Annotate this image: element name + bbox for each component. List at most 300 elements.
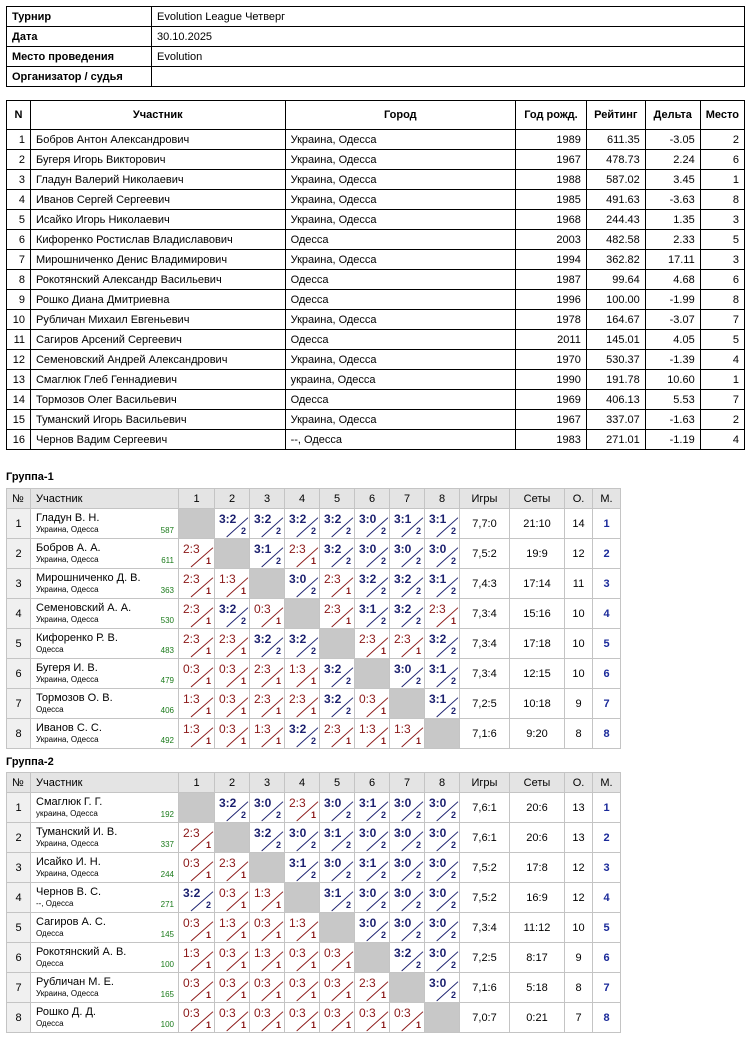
- info-row: [7, 27, 745, 47]
- participant-cell: Тормозов Олег Васильевич: [30, 390, 285, 410]
- player-points: 10: [565, 599, 593, 629]
- participant-cell: -3.07: [645, 310, 700, 330]
- player-points: 9: [565, 943, 593, 973]
- player-place: 8: [593, 719, 621, 749]
- player-points: 8: [565, 973, 593, 1003]
- match-result-cell: [285, 719, 320, 749]
- participant-cell: Исайко Игорь Николаевич: [30, 210, 285, 230]
- info-value: [152, 67, 745, 87]
- player-place: 5: [593, 913, 621, 943]
- match-score: 3:1: [289, 856, 307, 870]
- match-points: 1: [310, 556, 316, 566]
- match-points: 1: [205, 1020, 211, 1030]
- info-value: Evolution: [152, 47, 745, 67]
- match-points: 1: [205, 736, 211, 746]
- match-result-cell: [179, 659, 215, 689]
- participant-cell: Украина, Одесса: [285, 310, 516, 330]
- participants-header-cell: Участник: [30, 101, 285, 130]
- match-points: 2: [345, 706, 351, 716]
- match-result-cell: [179, 689, 215, 719]
- info-value: Evolution League Четверг: [152, 7, 745, 27]
- match-result-cell: [215, 793, 250, 823]
- match-points: 1: [415, 736, 421, 746]
- match-result-cell: [179, 629, 215, 659]
- match-points: 2: [415, 676, 421, 686]
- match-result-cell: [320, 823, 355, 853]
- player-name: Исайко И. Н.: [36, 856, 101, 868]
- match-result-cell: [320, 1003, 355, 1033]
- match-score: 0:3: [219, 886, 236, 900]
- match-score: 3:0: [324, 856, 342, 870]
- match-points: 1: [345, 990, 351, 1000]
- match-points: 2: [275, 840, 281, 850]
- group-player-row: [7, 569, 621, 599]
- match-points: 1: [275, 616, 281, 626]
- self-match-cell: [179, 509, 215, 539]
- match-result-cell: [355, 629, 390, 659]
- player-place: 1: [593, 509, 621, 539]
- participant-row: [7, 350, 745, 370]
- group-1-table: [6, 488, 621, 749]
- participant-cell: украина, Одесса: [285, 370, 516, 390]
- row-number: 2: [7, 539, 31, 569]
- participant-row: [7, 430, 745, 450]
- player-games: 7,5:2: [460, 539, 510, 569]
- match-points: 1: [310, 1020, 316, 1030]
- match-points: 2: [450, 930, 456, 940]
- match-result-cell: [390, 599, 425, 629]
- match-points: 2: [380, 556, 386, 566]
- match-points: 1: [310, 960, 316, 970]
- match-result-cell: [355, 793, 390, 823]
- match-points: 2: [380, 930, 386, 940]
- match-score: 3:2: [254, 632, 272, 646]
- participant-cell: 10.60: [645, 370, 700, 390]
- match-score: 1:3: [219, 916, 236, 930]
- participant-row: [7, 310, 745, 330]
- participant-cell: 5.53: [645, 390, 700, 410]
- participant-cell: Одесса: [285, 290, 516, 310]
- match-score: 3:0: [359, 916, 377, 930]
- match-points: 2: [380, 586, 386, 596]
- match-result-cell: [179, 973, 215, 1003]
- match-score: 2:3: [254, 692, 271, 706]
- header-opponent-col: 5: [320, 773, 355, 793]
- match-score: 3:1: [359, 856, 377, 870]
- participant-cell: Украина, Одесса: [285, 410, 516, 430]
- player-place: 1: [593, 793, 621, 823]
- match-result-cell: [179, 539, 215, 569]
- match-points: 1: [380, 736, 386, 746]
- player-city: Украина, Одесса: [36, 869, 99, 878]
- player-name: Семеновский А. А.: [36, 602, 132, 614]
- self-match-cell: [355, 943, 390, 973]
- participant-row: [7, 330, 745, 350]
- player-rating: 165: [160, 990, 174, 999]
- match-score: 1:3: [183, 692, 200, 706]
- player-sets: 8:17: [510, 943, 565, 973]
- match-score: 3:1: [429, 512, 447, 526]
- match-result-cell: [179, 599, 215, 629]
- match-points: 1: [240, 960, 246, 970]
- match-result-cell: [355, 539, 390, 569]
- match-score: 3:0: [429, 946, 447, 960]
- match-points: 1: [240, 870, 246, 880]
- match-result-cell: [250, 509, 285, 539]
- match-result-cell: [250, 943, 285, 973]
- participant-cell: Рубличан Михаил Евгеньевич: [30, 310, 285, 330]
- match-score: 1:3: [254, 886, 271, 900]
- participant-row: [7, 290, 745, 310]
- match-score: 3:0: [429, 976, 447, 990]
- header-opponent-col: 7: [390, 489, 425, 509]
- participant-cell: 8: [7, 270, 31, 290]
- player-name: Иванов С. С.: [36, 722, 102, 734]
- info-row: [7, 67, 745, 87]
- player-points: 12: [565, 883, 593, 913]
- player-games: 7,4:3: [460, 569, 510, 599]
- match-result-cell: [320, 599, 355, 629]
- player-sets: 11:12: [510, 913, 565, 943]
- player-cell: [31, 599, 179, 629]
- match-result-cell: [285, 629, 320, 659]
- player-name: Тормозов О. В.: [36, 692, 113, 704]
- match-score: 2:3: [183, 632, 200, 646]
- participant-cell: Украина, Одесса: [285, 190, 516, 210]
- header-player: Участник: [31, 773, 179, 793]
- match-result-cell: [320, 689, 355, 719]
- match-points: 1: [205, 990, 211, 1000]
- match-result-cell: [285, 943, 320, 973]
- match-points: 2: [450, 840, 456, 850]
- match-score: 3:2: [289, 632, 307, 646]
- participant-cell: 1996: [516, 290, 587, 310]
- match-score: 3:2: [254, 512, 272, 526]
- group-player-row: [7, 883, 621, 913]
- player-games: 7,2:5: [460, 689, 510, 719]
- match-points: 2: [450, 586, 456, 596]
- header-opponent-col: 4: [285, 489, 320, 509]
- player-rating: 271: [160, 900, 174, 909]
- match-points: 1: [415, 646, 421, 656]
- participant-cell: Гладун Валерий Николаевич: [30, 170, 285, 190]
- row-number: 8: [7, 1003, 31, 1033]
- match-result-cell: [285, 913, 320, 943]
- self-match-cell: [425, 719, 460, 749]
- match-points: 2: [415, 930, 421, 940]
- match-points: 2: [450, 556, 456, 566]
- participant-cell: 478.73: [586, 150, 645, 170]
- player-place: 3: [593, 569, 621, 599]
- match-score: 2:3: [289, 692, 306, 706]
- player-points: 8: [565, 719, 593, 749]
- match-score: 0:3: [324, 946, 341, 960]
- match-result-cell: [179, 823, 215, 853]
- header-opponent-col: 8: [425, 489, 460, 509]
- header-opponent-col: 8: [425, 773, 460, 793]
- participant-cell: Одесса: [285, 230, 516, 250]
- participant-cell: 244.43: [586, 210, 645, 230]
- match-points: 1: [310, 676, 316, 686]
- participant-cell: 1989: [516, 130, 587, 150]
- player-games: 7,7:0: [460, 509, 510, 539]
- match-result-cell: [215, 853, 250, 883]
- row-number: 3: [7, 853, 31, 883]
- participant-row: [7, 190, 745, 210]
- group-player-row: [7, 629, 621, 659]
- participant-cell: 7: [700, 390, 744, 410]
- player-name: Сагиров А. С.: [36, 916, 106, 928]
- player-city: Украина, Одесса: [36, 675, 99, 684]
- player-points: 11: [565, 569, 593, 599]
- player-cell: [31, 883, 179, 913]
- participant-cell: Одесса: [285, 390, 516, 410]
- participant-cell: 5: [700, 230, 744, 250]
- player-rating: 192: [160, 810, 174, 819]
- group-player-row: [7, 853, 621, 883]
- participant-cell: 1967: [516, 410, 587, 430]
- player-rating: 587: [160, 526, 174, 535]
- match-points: 2: [415, 900, 421, 910]
- match-points: 2: [310, 526, 316, 536]
- match-score: 3:0: [394, 796, 412, 810]
- match-points: 1: [380, 1020, 386, 1030]
- header-opponent-col: 1: [179, 489, 215, 509]
- match-result-cell: [390, 539, 425, 569]
- match-points: 2: [450, 810, 456, 820]
- match-points: 2: [450, 706, 456, 716]
- participant-cell: 8: [700, 290, 744, 310]
- player-cell: [31, 793, 179, 823]
- header-sets: Сеты: [510, 773, 565, 793]
- header-opponent-col: 7: [390, 773, 425, 793]
- match-score: 0:3: [183, 916, 200, 930]
- self-match-cell: [215, 823, 250, 853]
- match-points: 1: [240, 706, 246, 716]
- match-points: 2: [345, 526, 351, 536]
- row-number: 1: [7, 509, 31, 539]
- match-score: 3:2: [394, 572, 412, 586]
- player-rating: 483: [160, 646, 174, 655]
- match-points: 1: [205, 646, 211, 656]
- match-score: 3:1: [359, 602, 377, 616]
- participant-cell: 191.78: [586, 370, 645, 390]
- match-score: 1:3: [359, 722, 376, 736]
- match-points: 2: [450, 676, 456, 686]
- group-1-title: Группа-1: [6, 471, 54, 483]
- header-games: Игры: [460, 773, 510, 793]
- player-sets: 21:10: [510, 509, 565, 539]
- match-result-cell: [179, 883, 215, 913]
- self-match-cell: [285, 883, 320, 913]
- match-result-cell: [250, 629, 285, 659]
- participant-cell: 4: [700, 350, 744, 370]
- match-score: 3:1: [324, 826, 342, 840]
- match-result-cell: [250, 719, 285, 749]
- self-match-cell: [390, 973, 425, 1003]
- match-result-cell: [285, 569, 320, 599]
- group-header-row: [7, 773, 621, 793]
- match-result-cell: [425, 973, 460, 1003]
- match-score: 0:3: [359, 692, 376, 706]
- participant-cell: 1983: [516, 430, 587, 450]
- match-result-cell: [285, 973, 320, 1003]
- player-games: 7,3:4: [460, 659, 510, 689]
- player-points: 9: [565, 689, 593, 719]
- player-points: 7: [565, 1003, 593, 1033]
- match-points: 1: [275, 676, 281, 686]
- match-score: 1:3: [289, 916, 306, 930]
- match-points: 2: [345, 870, 351, 880]
- match-points: 1: [275, 960, 281, 970]
- match-points: 2: [380, 810, 386, 820]
- match-points: 2: [275, 646, 281, 656]
- header-opponent-col: 6: [355, 773, 390, 793]
- participant-cell: 12: [7, 350, 31, 370]
- match-points: 1: [205, 556, 211, 566]
- match-points: 1: [345, 960, 351, 970]
- match-result-cell: [320, 539, 355, 569]
- participant-cell: 1988: [516, 170, 587, 190]
- match-score: 3:1: [324, 886, 342, 900]
- row-number: 1: [7, 793, 31, 823]
- group-player-row: [7, 719, 621, 749]
- participant-cell: Украина, Одесса: [285, 150, 516, 170]
- match-points: 1: [205, 870, 211, 880]
- player-place: 7: [593, 689, 621, 719]
- match-score: 1:3: [394, 722, 411, 736]
- participant-cell: 99.64: [586, 270, 645, 290]
- player-points: 13: [565, 823, 593, 853]
- match-score: 2:3: [359, 632, 376, 646]
- player-rating: 244: [160, 870, 174, 879]
- match-score: 3:0: [394, 916, 412, 930]
- group-player-row: [7, 539, 621, 569]
- player-name: Гладун В. Н.: [36, 512, 100, 524]
- participant-cell: 4.68: [645, 270, 700, 290]
- player-place: 4: [593, 883, 621, 913]
- participant-cell: Рокотянский Александр Васильевич: [30, 270, 285, 290]
- player-sets: 17:18: [510, 629, 565, 659]
- participant-cell: 530.37: [586, 350, 645, 370]
- player-name: Чернов В. С.: [36, 886, 102, 898]
- participants-header-cell: N: [7, 101, 31, 130]
- participant-cell: Смаглюк Глеб Геннадиевич: [30, 370, 285, 390]
- participant-row: [7, 370, 745, 390]
- match-score: 3:0: [394, 662, 412, 676]
- match-score: 0:3: [219, 976, 236, 990]
- header-place: М.: [593, 489, 621, 509]
- participant-cell: Украина, Одесса: [285, 350, 516, 370]
- match-points: 2: [415, 870, 421, 880]
- participant-row: [7, 410, 745, 430]
- participant-cell: Украина, Одесса: [285, 250, 516, 270]
- header-opponent-col: 2: [215, 773, 250, 793]
- header-opponent-col: 3: [250, 489, 285, 509]
- match-score: 3:1: [254, 542, 272, 556]
- participant-cell: 3: [7, 170, 31, 190]
- match-score: 0:3: [254, 976, 271, 990]
- participant-cell: 2.33: [645, 230, 700, 250]
- match-score: 3:0: [429, 826, 447, 840]
- match-result-cell: [390, 1003, 425, 1033]
- player-name: Рокотянский А. В.: [36, 946, 127, 958]
- info-row: [7, 7, 745, 27]
- match-points: 1: [275, 930, 281, 940]
- player-cell: [31, 659, 179, 689]
- self-match-cell: [425, 1003, 460, 1033]
- match-result-cell: [250, 1003, 285, 1033]
- match-points: 2: [240, 616, 246, 626]
- row-number: 4: [7, 599, 31, 629]
- match-result-cell: [425, 539, 460, 569]
- match-score: 2:3: [183, 602, 200, 616]
- participant-cell: 2003: [516, 230, 587, 250]
- player-name: Мирошниченко Д. В.: [36, 572, 141, 584]
- participant-row: [7, 230, 745, 250]
- player-name: Рубличан М. Е.: [36, 976, 114, 988]
- player-place: 8: [593, 1003, 621, 1033]
- match-score: 3:2: [254, 826, 272, 840]
- self-match-cell: [285, 599, 320, 629]
- group-player-row: [7, 689, 621, 719]
- match-result-cell: [179, 719, 215, 749]
- player-sets: 9:20: [510, 719, 565, 749]
- match-points: 2: [345, 810, 351, 820]
- match-result-cell: [425, 629, 460, 659]
- match-score: 3:0: [289, 826, 307, 840]
- match-result-cell: [215, 943, 250, 973]
- match-score: 1:3: [183, 722, 200, 736]
- participant-cell: Чернов Вадим Сергеевич: [30, 430, 285, 450]
- player-city: Одесса: [36, 645, 64, 654]
- match-score: 3:0: [394, 542, 412, 556]
- group-player-row: [7, 943, 621, 973]
- participant-cell: Одесса: [285, 270, 516, 290]
- player-city: Украина, Одесса: [36, 989, 99, 998]
- header-opponent-col: 4: [285, 773, 320, 793]
- match-score: 0:3: [183, 1006, 200, 1020]
- header-opponent-col: 2: [215, 489, 250, 509]
- match-score: 0:3: [183, 856, 200, 870]
- match-result-cell: [390, 509, 425, 539]
- match-score: 2:3: [219, 632, 236, 646]
- self-match-cell: [250, 853, 285, 883]
- match-result-cell: [320, 569, 355, 599]
- match-points: 1: [415, 1020, 421, 1030]
- match-result-cell: [425, 823, 460, 853]
- row-number: 4: [7, 883, 31, 913]
- match-score: 0:3: [289, 1006, 306, 1020]
- participant-cell: 2011: [516, 330, 587, 350]
- participant-cell: 491.63: [586, 190, 645, 210]
- player-games: 7,1:6: [460, 719, 510, 749]
- player-name: Смаглюк Г. Г.: [36, 796, 103, 808]
- player-sets: 12:15: [510, 659, 565, 689]
- participant-cell: 14: [7, 390, 31, 410]
- match-result-cell: [179, 853, 215, 883]
- player-city: --, Одесса: [36, 899, 74, 908]
- match-points: 2: [380, 526, 386, 536]
- participant-cell: 337.07: [586, 410, 645, 430]
- match-score: 3:0: [394, 886, 412, 900]
- match-result-cell: [425, 853, 460, 883]
- match-result-cell: [320, 509, 355, 539]
- match-points: 2: [240, 810, 246, 820]
- match-result-cell: [425, 569, 460, 599]
- match-score: 3:2: [394, 946, 412, 960]
- header-place: М.: [593, 773, 621, 793]
